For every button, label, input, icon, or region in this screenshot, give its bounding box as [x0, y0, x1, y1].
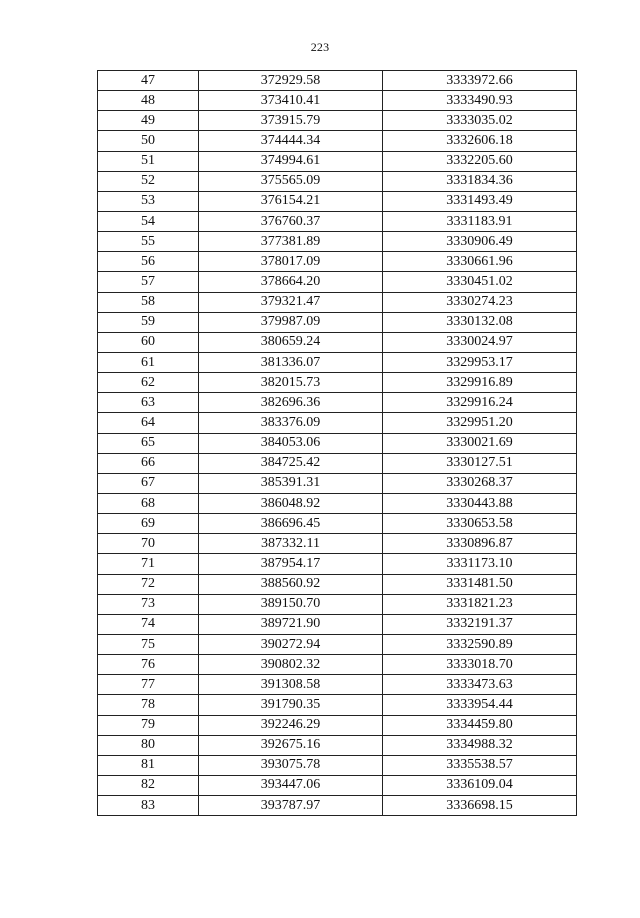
x-coordinate-cell: 389150.70	[199, 594, 383, 614]
x-coordinate-cell: 382696.36	[199, 393, 383, 413]
point-index-cell: 66	[98, 453, 199, 473]
table-row	[98, 554, 577, 574]
table-row	[98, 111, 577, 131]
y-coordinate-cell: 3336698.15	[383, 796, 577, 816]
x-coordinate-cell: 384053.06	[199, 433, 383, 453]
table-row	[98, 232, 577, 252]
x-coordinate-cell: 392246.29	[199, 715, 383, 735]
table-row	[98, 211, 577, 231]
table-row	[98, 735, 577, 755]
x-coordinate-cell: 393447.06	[199, 775, 383, 795]
table-row	[98, 534, 577, 554]
x-coordinate-cell: 378664.20	[199, 272, 383, 292]
point-index-cell: 50	[98, 131, 199, 151]
y-coordinate-cell: 3335538.57	[383, 755, 577, 775]
y-coordinate-cell: 3332590.89	[383, 634, 577, 654]
x-coordinate-cell: 393075.78	[199, 755, 383, 775]
point-index-cell: 52	[98, 171, 199, 191]
y-coordinate-cell: 3333473.63	[383, 675, 577, 695]
table-row	[98, 393, 577, 413]
point-index-cell: 75	[98, 634, 199, 654]
y-coordinate-cell: 3329953.17	[383, 352, 577, 372]
point-index-cell: 62	[98, 373, 199, 393]
y-coordinate-cell: 3331834.36	[383, 171, 577, 191]
x-coordinate-cell: 373410.41	[199, 91, 383, 111]
point-index-cell: 79	[98, 715, 199, 735]
point-index-cell: 59	[98, 312, 199, 332]
point-index-cell: 58	[98, 292, 199, 312]
point-index-cell: 51	[98, 151, 199, 171]
table-row	[98, 433, 577, 453]
x-coordinate-cell: 382015.73	[199, 373, 383, 393]
y-coordinate-cell: 3330451.02	[383, 272, 577, 292]
x-coordinate-cell: 375565.09	[199, 171, 383, 191]
point-index-cell: 72	[98, 574, 199, 594]
x-coordinate-cell: 373915.79	[199, 111, 383, 131]
point-index-cell: 48	[98, 91, 199, 111]
x-coordinate-cell: 390802.32	[199, 655, 383, 675]
x-coordinate-cell: 391790.35	[199, 695, 383, 715]
x-coordinate-cell: 376760.37	[199, 211, 383, 231]
point-index-cell: 56	[98, 252, 199, 272]
point-index-cell: 55	[98, 232, 199, 252]
point-index-cell: 83	[98, 796, 199, 816]
point-index-cell: 60	[98, 332, 199, 352]
x-coordinate-cell: 393787.97	[199, 796, 383, 816]
table-row	[98, 71, 577, 91]
table-row	[98, 493, 577, 513]
table-row	[98, 574, 577, 594]
y-coordinate-cell: 3331481.50	[383, 574, 577, 594]
y-coordinate-cell: 3329951.20	[383, 413, 577, 433]
table-row	[98, 332, 577, 352]
table-row	[98, 715, 577, 735]
y-coordinate-cell: 3331821.23	[383, 594, 577, 614]
point-index-cell: 67	[98, 473, 199, 493]
point-index-cell: 78	[98, 695, 199, 715]
x-coordinate-cell: 372929.58	[199, 71, 383, 91]
y-coordinate-cell: 3331183.91	[383, 211, 577, 231]
x-coordinate-cell: 385391.31	[199, 473, 383, 493]
point-index-cell: 76	[98, 655, 199, 675]
y-coordinate-cell: 3330906.49	[383, 232, 577, 252]
point-index-cell: 57	[98, 272, 199, 292]
table-row	[98, 352, 577, 372]
point-index-cell: 65	[98, 433, 199, 453]
y-coordinate-cell: 3330661.96	[383, 252, 577, 272]
table-row	[98, 675, 577, 695]
point-index-cell: 61	[98, 352, 199, 372]
point-index-cell: 69	[98, 514, 199, 534]
table-row	[98, 695, 577, 715]
point-index-cell: 49	[98, 111, 199, 131]
y-coordinate-cell: 3331493.49	[383, 191, 577, 211]
page-number: 223	[310, 40, 330, 54]
table-row	[98, 594, 577, 614]
table-row	[98, 796, 577, 816]
table-row	[98, 252, 577, 272]
table-row	[98, 453, 577, 473]
y-coordinate-cell: 3333035.02	[383, 111, 577, 131]
y-coordinate-cell: 3332205.60	[383, 151, 577, 171]
x-coordinate-cell: 390272.94	[199, 634, 383, 654]
x-coordinate-cell: 391308.58	[199, 675, 383, 695]
x-coordinate-cell: 389721.90	[199, 614, 383, 634]
point-index-cell: 54	[98, 211, 199, 231]
x-coordinate-cell: 374994.61	[199, 151, 383, 171]
x-coordinate-cell: 386696.45	[199, 514, 383, 534]
point-index-cell: 73	[98, 594, 199, 614]
y-coordinate-cell: 3332606.18	[383, 131, 577, 151]
table-row	[98, 614, 577, 634]
y-coordinate-cell: 3330132.08	[383, 312, 577, 332]
x-coordinate-cell: 379321.47	[199, 292, 383, 312]
table-row	[98, 292, 577, 312]
y-coordinate-cell: 3330127.51	[383, 453, 577, 473]
table-row	[98, 131, 577, 151]
y-coordinate-cell: 3332191.37	[383, 614, 577, 634]
x-coordinate-cell: 387954.17	[199, 554, 383, 574]
point-index-cell: 53	[98, 191, 199, 211]
point-index-cell: 82	[98, 775, 199, 795]
coordinate-table	[97, 70, 577, 816]
table-row	[98, 191, 577, 211]
x-coordinate-cell: 384725.42	[199, 453, 383, 473]
y-coordinate-cell: 3333972.66	[383, 71, 577, 91]
point-index-cell: 74	[98, 614, 199, 634]
x-coordinate-cell: 374444.34	[199, 131, 383, 151]
y-coordinate-cell: 3336109.04	[383, 775, 577, 795]
x-coordinate-cell: 386048.92	[199, 493, 383, 513]
table-row	[98, 634, 577, 654]
point-index-cell: 81	[98, 755, 199, 775]
y-coordinate-cell: 3331173.10	[383, 554, 577, 574]
x-coordinate-cell: 388560.92	[199, 574, 383, 594]
y-coordinate-cell: 3334459.80	[383, 715, 577, 735]
y-coordinate-cell: 3330896.87	[383, 534, 577, 554]
point-index-cell: 77	[98, 675, 199, 695]
x-coordinate-cell: 378017.09	[199, 252, 383, 272]
table-row	[98, 91, 577, 111]
table-row	[98, 755, 577, 775]
point-index-cell: 71	[98, 554, 199, 574]
table-row	[98, 473, 577, 493]
table-row	[98, 272, 577, 292]
y-coordinate-cell: 3330653.58	[383, 514, 577, 534]
point-index-cell: 47	[98, 71, 199, 91]
table-row	[98, 312, 577, 332]
y-coordinate-cell: 3330274.23	[383, 292, 577, 312]
table-row	[98, 151, 577, 171]
table-row	[98, 514, 577, 534]
y-coordinate-cell: 3330024.97	[383, 332, 577, 352]
point-index-cell: 64	[98, 413, 199, 433]
x-coordinate-cell: 379987.09	[199, 312, 383, 332]
table-row	[98, 775, 577, 795]
y-coordinate-cell: 3333490.93	[383, 91, 577, 111]
y-coordinate-cell: 3329916.89	[383, 373, 577, 393]
table-row	[98, 373, 577, 393]
x-coordinate-cell: 381336.07	[199, 352, 383, 372]
point-index-cell: 70	[98, 534, 199, 554]
y-coordinate-cell: 3330021.69	[383, 433, 577, 453]
point-index-cell: 63	[98, 393, 199, 413]
point-index-cell: 68	[98, 493, 199, 513]
y-coordinate-cell: 3333018.70	[383, 655, 577, 675]
x-coordinate-cell: 380659.24	[199, 332, 383, 352]
x-coordinate-cell: 387332.11	[199, 534, 383, 554]
table-row	[98, 655, 577, 675]
y-coordinate-cell: 3329916.24	[383, 393, 577, 413]
table-row	[98, 171, 577, 191]
x-coordinate-cell: 392675.16	[199, 735, 383, 755]
coordinate-table-body	[98, 71, 577, 816]
y-coordinate-cell: 3330443.88	[383, 493, 577, 513]
x-coordinate-cell: 383376.09	[199, 413, 383, 433]
table-row	[98, 413, 577, 433]
point-index-cell: 80	[98, 735, 199, 755]
x-coordinate-cell: 377381.89	[199, 232, 383, 252]
y-coordinate-cell: 3330268.37	[383, 473, 577, 493]
y-coordinate-cell: 3333954.44	[383, 695, 577, 715]
y-coordinate-cell: 3334988.32	[383, 735, 577, 755]
x-coordinate-cell: 376154.21	[199, 191, 383, 211]
